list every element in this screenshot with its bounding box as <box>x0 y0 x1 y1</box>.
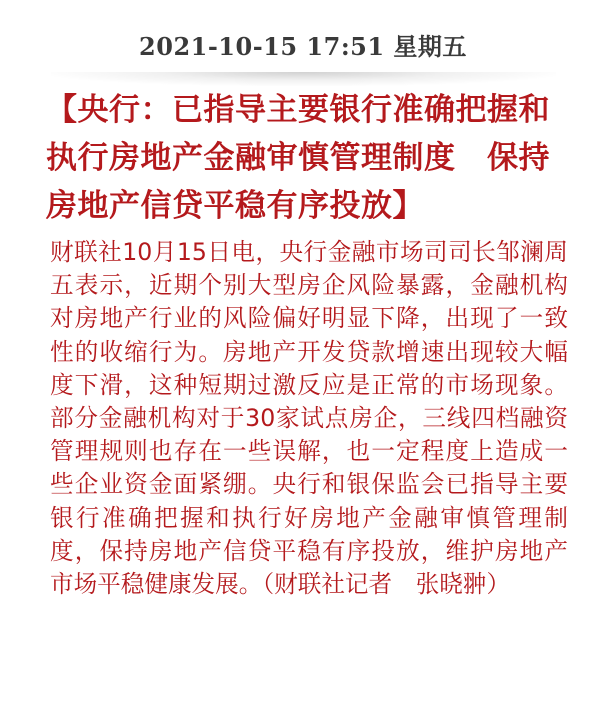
divider-shadow <box>51 72 556 86</box>
article-body: 财联社10月15日电，央行金融市场司司长邹澜周五表示，近期个别大型房企风险暴露，金融机构对房地产行业的风险偏好明显下降，出现了一致性的收缩行为。房地产开发贷款增速出现较大幅度下滑，这种短期过激反应是正常的市场现象。部分金融机构对于30家试点房企，三线四档融资管理规则也存在一些误解，也一定程度上造成一些企业资金面紧绷。央行和银保监会已指导主要银行准确把握和执行好房地产金融审慎管理制度，保持房地产信贷平稳有序投放，维护房地产市场平稳健康发展。（财联社记者 张晓翀） <box>50 238 568 599</box>
publish-timestamp: 2021-10-15 17:51 星期五 <box>139 32 467 61</box>
article-headline: 【央行：已指导主要银行准确把握和执行房地产金融审慎管理制度 保持房地产信贷平稳有序投放】 <box>46 92 550 224</box>
